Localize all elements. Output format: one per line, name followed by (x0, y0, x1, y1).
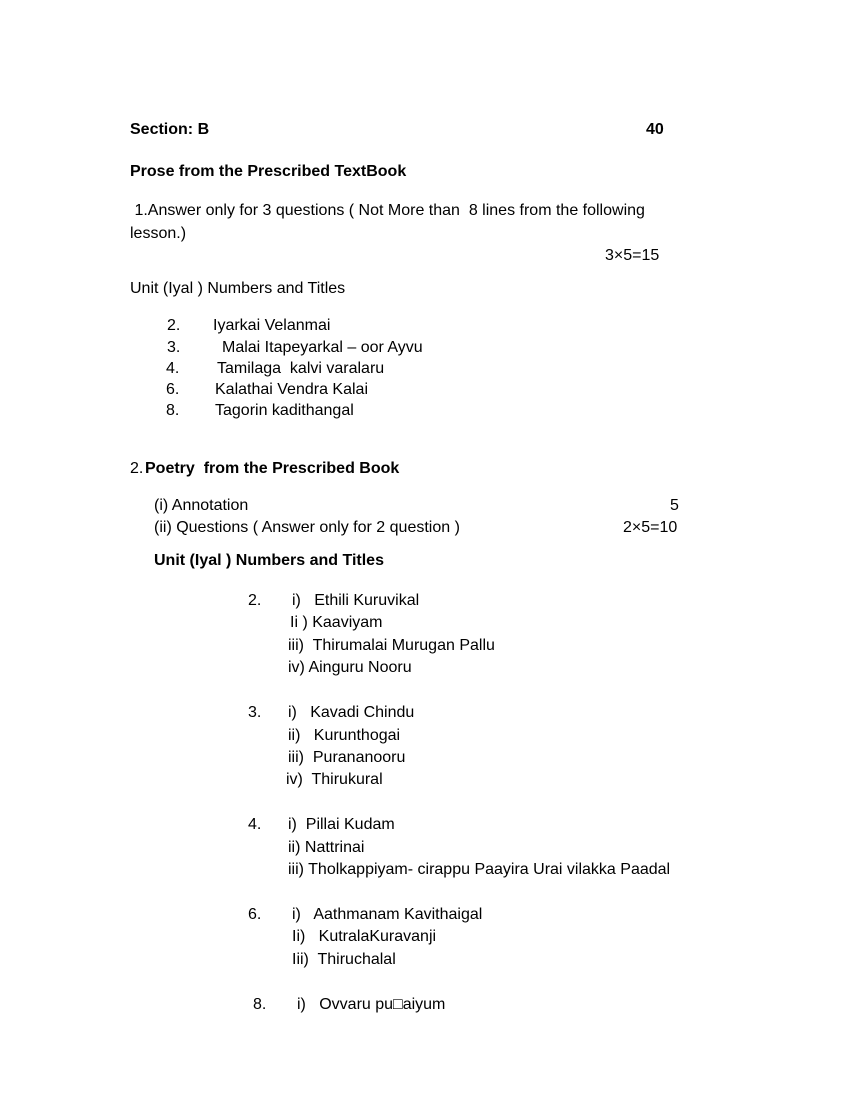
poetry-unit-item: iii) Purananooru (288, 749, 406, 766)
poetry-unit-number: 3. (248, 704, 262, 721)
prose-unit-title: Kalathai Vendra Kalai (215, 381, 368, 398)
prose-units-heading: Unit (Iyal ) Numbers and Titles (130, 280, 346, 297)
section-marks: 40 (646, 121, 664, 138)
questions-marks: 2×5=10 (623, 519, 678, 536)
prose-instruction-line1: 1.Answer only for 3 questions ( Not More than 8 lines from the following (130, 202, 645, 219)
poetry-heading-prefix: 2. (130, 460, 144, 477)
poetry-unit-item: Iii) Thiruchalal (292, 951, 396, 968)
prose-unit-number: 8. (166, 402, 180, 419)
annotation-label: (i) Annotation (154, 497, 249, 514)
prose-unit-title: Malai Itapeyarkal – oor Ayvu (222, 339, 423, 356)
poetry-unit-item: Ii ) Kaaviyam (290, 614, 383, 631)
prose-unit-number: 4. (166, 360, 180, 377)
poetry-unit-item: iii) Thirumalai Murugan Pallu (288, 637, 495, 654)
prose-unit-number: 3. (167, 339, 181, 356)
prose-unit-title: Tagorin kadithangal (215, 402, 354, 419)
annotation-marks: 5 (670, 497, 679, 514)
poetry-unit-item: i) Ethili Kuruvikal (292, 592, 420, 609)
prose-instruction-line2: lesson.) (130, 225, 187, 242)
questions-label: (ii) Questions ( Answer only for 2 question ) (154, 519, 460, 536)
poetry-unit-number: 8. (253, 996, 267, 1013)
poetry-unit-item: i) Pillai Kudam (288, 816, 395, 833)
poetry-unit-item: i) Aathmanam Kavithaigal (292, 906, 483, 923)
poetry-unit-number: 2. (248, 592, 262, 609)
poetry-heading: Poetry from the Prescribed Book (145, 460, 400, 477)
prose-unit-title: Iyarkai Velanmai (213, 317, 331, 334)
poetry-unit-item: Ii) KutralaKuravanji (292, 928, 437, 945)
prose-marks: 3×5=15 (605, 247, 660, 264)
prose-heading: Prose from the Prescribed TextBook (130, 163, 407, 180)
section-title: Section: B (130, 121, 210, 138)
poetry-units-heading: Unit (Iyal ) Numbers and Titles (154, 552, 384, 569)
poetry-unit-number: 6. (248, 906, 262, 923)
poetry-unit-item: ii) Nattrinai (288, 839, 365, 856)
poetry-unit-item: iv) Ainguru Nooru (288, 659, 412, 676)
prose-unit-number: 6. (166, 381, 180, 398)
prose-unit-title: Tamilaga kalvi varalaru (217, 360, 385, 377)
poetry-unit-item: iii) Tholkappiyam- cirappu Paayira Urai vilakka Paadal (288, 861, 671, 878)
poetry-unit-item: ii) Kurunthogai (288, 727, 401, 744)
poetry-unit-item: i) Kavadi Chindu (288, 704, 415, 721)
poetry-unit-number: 4. (248, 816, 262, 833)
prose-unit-number: 2. (167, 317, 181, 334)
poetry-unit-item: i) Ovvaru pu□aiyum (297, 996, 446, 1013)
poetry-unit-item: iv) Thirukural (286, 771, 383, 788)
